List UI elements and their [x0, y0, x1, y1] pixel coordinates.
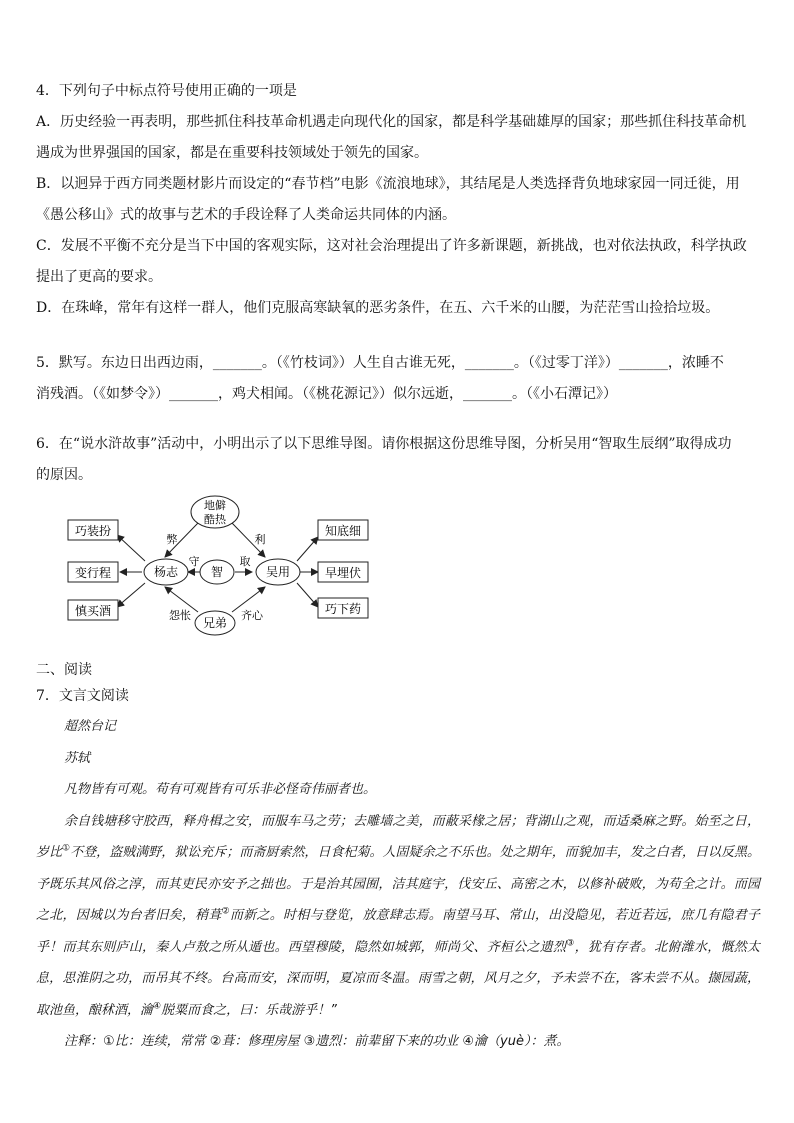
left-box-2-label: 变行程 — [74, 566, 112, 580]
right-box-3-label: 巧下药 — [324, 602, 362, 616]
top-node-line1: 地僻 — [204, 499, 226, 512]
bottom-node-label: 兄弟 — [202, 616, 228, 630]
mind-map-diagram — [60, 495, 390, 640]
p2-part-d: ，犹有存者。北俯潍水，慨然太息，思淮阴之功，而吊其不终。台高而安，深而明，夏凉而冬温。雨雪之朝，风月之夕，予未尝不在，客未尝不从。撷园蔬，取池鱼，酿秫酒，瀹 — [36, 939, 760, 1018]
note-marker-3: ③ — [566, 938, 575, 949]
p2-part-e: 脱粟而食之，曰：乐哉游乎！” — [161, 1002, 337, 1018]
label-yuanchang: 怨怅 — [169, 609, 191, 622]
q4-option-a-line1: A．历史经验一再表明，那些抓住科技革命机遇走向现代化的国家，都是科学基础雄厚的国家；那些抓住科技革命机 — [36, 114, 747, 130]
center-node-label: 智 — [210, 565, 224, 579]
left-node-label: 杨志 — [153, 565, 179, 579]
p2-part-c: 而新之。时相与登览，放意肆志焉。南望马耳、常山，出没隐见，若近若远，庶几有隐君子乎！而其东则庐山，秦人卢敖之所从遁也。西望穆陵，隐然如城郭，师尚父、齐桓公之遗烈 — [36, 908, 760, 955]
q4-option-c-line2: 提出了更高的要求。 — [36, 269, 162, 285]
label-li: 利 — [254, 533, 266, 546]
label-qu: 取 — [239, 555, 251, 568]
q4-option-c-line1: C．发展不平衡不充分是当下中国的客观实际，这对社会治理提出了许多新课题，新挑战，也对依法执政，科学执政 — [36, 238, 747, 254]
section-heading: 二、阅读 — [36, 662, 92, 678]
passage-title: 超然台记 — [64, 719, 117, 734]
mind-map-center-node — [200, 560, 234, 584]
passage-paragraph-2 — [36, 806, 760, 1027]
right-box-1-label: 知底细 — [324, 524, 362, 538]
passage-author: 苏轼 — [64, 750, 91, 766]
mind-map-right-box-3 — [318, 598, 368, 618]
top-node-line2: 酷热 — [204, 513, 226, 526]
question-6 — [36, 429, 760, 491]
note-marker-4: ④ — [153, 1001, 162, 1012]
passage-paragraph-1: 凡物皆有可观。苟有可观皆有可乐非必怪奇伟丽者也。 — [64, 782, 377, 797]
p2-part-b: 不登，盗贼满野，狱讼充斥；而斋厨索然，日食杞菊。人固疑余之不乐也。处之期年，而貌加丰，发之白者，日以反黑。予既乐其风俗之淳，而其吏民亦安予之拙也。于是治其园囿，洁其庭宇，伐安丘、高密之木，以修补破败，为苟全之计。而园之北，因城以为台者旧矣，稍葺 — [36, 845, 760, 923]
q5-line2: 消残酒。（《如梦令》）_______，鸡犬相闻。（《桃花源记》）似尔远逝，_______。（《小石潭记》） — [36, 386, 617, 402]
label-bi: 弊 — [166, 533, 178, 546]
mind-map-bottom-node — [195, 611, 235, 635]
question-7-heading: 7．文言文阅读 — [36, 688, 129, 704]
label-shou: 守 — [188, 555, 200, 568]
mind-map-right-node — [256, 559, 300, 585]
mind-map-top-node — [191, 496, 239, 528]
passage-notes: 注释：①比：连续，常常 ②葺：修理房屋 ③遗烈：前辈留下来的功业 ④瀹（yuè）：煮。 — [64, 1034, 570, 1049]
q4-option-a-line2: 遇成为世界强国的国家，都是在重要科技领域处于领先的国家。 — [36, 145, 428, 161]
right-box-2-label: 早埋伏 — [324, 566, 362, 580]
mind-map-left-node — [144, 559, 188, 585]
mind-map-left-box-3 — [68, 600, 118, 620]
q5-line1: 5．默写。东边日出西边雨，_______。（《竹枝词》）人生自古谁无死，_______。（《过零丁洋》）_______，浓睡不 — [36, 355, 724, 371]
p2-part-a: 余自钱塘移守胶西，释舟楫之安，而服车马之劳；去雕墙之美，而蔽采椽之居；背湖山之观，而适桑麻之野。始至之日，岁比 — [36, 813, 760, 860]
classical-passage — [36, 711, 760, 1058]
mind-map-right-box-2 — [318, 562, 368, 582]
q6-line2: 的原因。 — [36, 467, 92, 483]
mind-map-left-box-1 — [68, 520, 118, 540]
note-marker-2: ② — [221, 906, 230, 917]
question-4 — [36, 76, 760, 324]
mind-map-right-box-1 — [318, 520, 368, 540]
label-qixin: 齐心 — [241, 609, 263, 622]
left-box-3-label: 慎买酒 — [74, 604, 112, 618]
question-5 — [36, 348, 760, 410]
q4-option-b-line2: 《愚公移山》式的故事与艺术的手段诠释了人类命运共同体的内涵。 — [36, 207, 456, 223]
q6-line1: 6．在“说水浒故事”活动中，小明出示了以下思维导图。请你根据这份思维导图，分析吴用“智取生辰纲”取得成功 — [36, 436, 732, 452]
note-marker-1: ① — [62, 843, 71, 854]
left-box-1-label: 巧装扮 — [74, 524, 112, 538]
right-node-label: 吴用 — [265, 565, 291, 579]
q4-option-b-line1: B．以迥异于西方同类题材影片而设定的“春节档”电影《流浪地球》，其结尾是人类选择背负地球家园一同迁徙，用 — [36, 176, 740, 192]
mind-map-left-box-2 — [68, 562, 118, 582]
q4-stem: 4．下列句子中标点符号使用正确的一项是 — [36, 83, 297, 99]
q4-option-d-line1: D．在珠峰，常年有这样一群人，他们克服高寒缺氧的恶劣条件，在五、六千米的山腰，为茫茫雪山捡拾垃圾。 — [36, 300, 720, 316]
